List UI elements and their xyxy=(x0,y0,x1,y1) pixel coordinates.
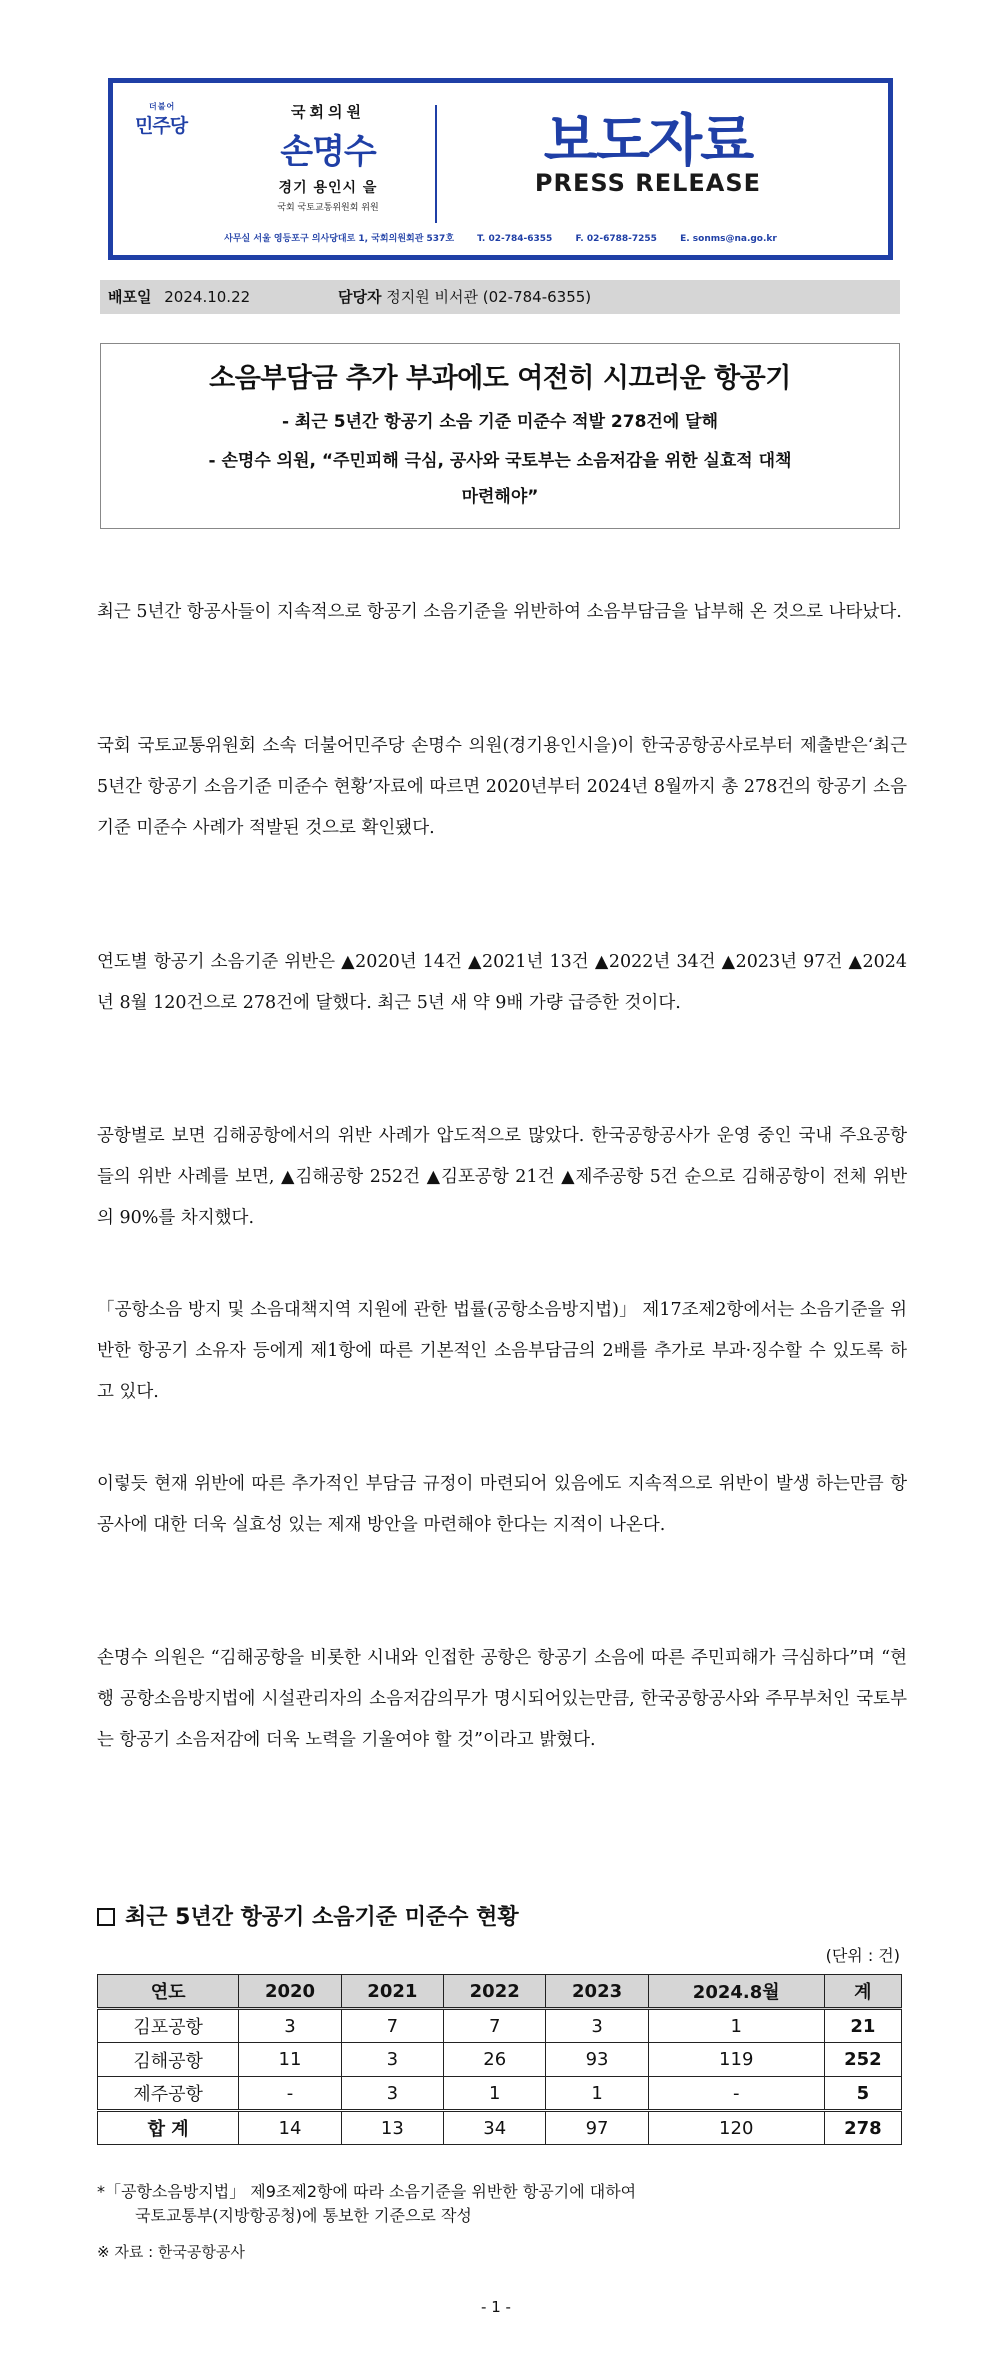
table-cell: 119 xyxy=(648,2043,824,2077)
table-cell: 1 xyxy=(444,2077,546,2111)
table-header-cell: 계 xyxy=(824,1975,901,2009)
table-row xyxy=(98,2043,902,2077)
press-banner xyxy=(108,78,893,260)
table-cell: 7 xyxy=(444,2009,546,2043)
press-release-title-kr: 보도자료 xyxy=(543,109,753,174)
table-row xyxy=(98,2077,902,2111)
table-cell: 93 xyxy=(546,2043,648,2077)
banner-divider xyxy=(435,105,437,223)
table-cell: 1 xyxy=(546,2077,648,2111)
table-cell: 13 xyxy=(341,2111,443,2145)
table-unit: (단위 : 건) xyxy=(825,1946,900,1965)
headline-box xyxy=(100,343,900,529)
date-label: 배포일 xyxy=(108,288,152,306)
violations-table xyxy=(97,1974,902,2145)
body-paragraph-5: 「공항소음 방지 및 소음대책지역 지원에 관한 법률(공항소음방지법)」 제17조제2항에서는 소음기준을 위반한 항공기 소유자 등에게 제1항에 따른 기본적인 소음부담금의 2배를 추가로 부과·징수할 수 있도록 하고 있다. xyxy=(97,1300,907,1402)
body-paragraph-3: 연도별 항공기 소음기준 위반은 ▲2020년 14건 ▲2021년 13건 ▲2022년 34건 ▲2023년 97건 ▲2024년 8월 120건으로 278건에 달했다. 최근 5년 새 약 9배 가량 급증한 것이다. xyxy=(97,952,907,1013)
table-cell: 7 xyxy=(341,2009,443,2043)
table-footnote-2: 국토교통부(지방항공청)에 통보한 기준으로 작성 xyxy=(135,2206,472,2225)
checkbox-square-icon xyxy=(97,1908,115,1926)
table-cell: 김포공항 xyxy=(98,2009,239,2043)
contact-label: 담당자 xyxy=(338,288,382,306)
office-fax: F. 02-6788-7255 xyxy=(575,234,657,244)
contact-footer xyxy=(113,231,888,244)
table-header-cell: 2024.8월 xyxy=(648,1975,824,2009)
table-title xyxy=(97,1900,519,1931)
rep-committee: 국회 국토교통위원회 위원 xyxy=(277,203,379,213)
table-cell: 278 xyxy=(824,2111,901,2145)
table-cell: 3 xyxy=(341,2077,443,2111)
table-cell: 11 xyxy=(239,2043,341,2077)
table-header-cell: 2021 xyxy=(341,1975,443,2009)
release-info-bar xyxy=(100,280,900,314)
table-cell: 5 xyxy=(824,2077,901,2111)
table-row xyxy=(98,2009,902,2043)
party-logo-small: 더불어 xyxy=(149,102,176,111)
office-tel: T. 02-784-6355 xyxy=(477,234,553,244)
table-cell: 1 xyxy=(648,2009,824,2043)
table-header-cell: 2020 xyxy=(239,1975,341,2009)
headline-sub-2: - 손명수 의원, “주민피해 극심, 공사와 국토부는 소음저감을 위한 실효적 대책 xyxy=(208,451,792,471)
table-header-cell: 2023 xyxy=(546,1975,648,2009)
table-cell: 21 xyxy=(824,2009,901,2043)
headline-sub-1: - 최근 5년간 항공기 소음 기준 미준수 적발 278건에 달해 xyxy=(281,412,719,432)
table-cell: - xyxy=(239,2077,341,2111)
body-paragraph-4: 공항별로 보면 김해공항에서의 위반 사례가 압도적으로 많았다. 한국공항공사가 운영 중인 국내 주요공항들의 위반 사례를 보면, ▲김해공항 252건 ▲김포공항 21건 ▲제주공항 5건 순으로 김해공항이 전체 위반의 90%를 차지했다. xyxy=(97,1126,907,1228)
rep-district: 경기 용인시 을 xyxy=(278,180,378,196)
party-logo-name: 민주당 xyxy=(135,115,188,137)
office-address: 사무실 서울 영등포구 의사당대로 1, 국회의원회관 537호 xyxy=(224,234,455,244)
table-cell: 3 xyxy=(239,2009,341,2043)
table-cell: 97 xyxy=(546,2111,648,2145)
rep-title: 국회의원 xyxy=(291,103,365,121)
party-logo xyxy=(135,101,191,141)
table-title-text: 최근 5년간 항공기 소음기준 미준수 현황 xyxy=(125,1905,519,1930)
rep-name: 손명수 xyxy=(280,132,376,172)
table-cell: - xyxy=(648,2077,824,2111)
table-cell: 제주공항 xyxy=(98,2077,239,2111)
table-header-row xyxy=(98,1975,902,2009)
body-paragraph-2: 국회 국토교통위원회 소속 더불어민주당 손명수 의원(경기용인시을)이 한국공항공사로부터 제출받은‘최근 5년간 항공기 소음기준 미준수 현황’자료에 따르면 2020년부터 2024년 8월까지 총 278건의 항공기 소음기준 미준수 사례가 적발된 것으로 확인됐다. xyxy=(97,736,907,838)
table-header-cell: 연도 xyxy=(98,1975,239,2009)
representative-block xyxy=(253,101,403,213)
contact-detail: 정지원 비서관 (02-784-6355) xyxy=(386,288,592,306)
page-number: - 1 - xyxy=(481,2298,511,2316)
table-cell: 3 xyxy=(341,2043,443,2077)
release-date: 2024.10.22 xyxy=(164,288,251,306)
table-total-row xyxy=(98,2111,902,2145)
table-cell: 252 xyxy=(824,2043,901,2077)
press-release-title-en: PRESS RELEASE xyxy=(534,169,762,197)
body-paragraph-6: 이렇듯 현재 위반에 따른 추가적인 부담금 규정이 마련되어 있음에도 지속적으로 위반이 발생 하는만큼 항공사에 대한 더욱 실효성 있는 제재 방안을 마련해야 한다는 지적이 나온다. xyxy=(97,1474,907,1535)
headline-title: 소음부담금 추가 부과에도 여전히 시끄러운 항공기 xyxy=(209,363,791,394)
table-cell: 34 xyxy=(444,2111,546,2145)
table-cell: 120 xyxy=(648,2111,824,2145)
table-footnote-1: *「공항소음방지법」 제9조제2항에 따라 소음기준을 위반한 항공기에 대하여 xyxy=(97,2182,637,2201)
table-cell: 26 xyxy=(444,2043,546,2077)
table-cell: 합 계 xyxy=(98,2111,239,2145)
body-paragraph-7: 손명수 의원은 “김해공항을 비롯한 시내와 인접한 공항은 항공기 소음에 따른 주민피해가 극심하다”며 “현행 공항소음방지법에 시설관리자의 소음저감의무가 명시되어있는만큼, 한국공항공사와 주무부처인 국토부는 항공기 소음저감에 더욱 노력을 기울여야 할 것”이라고 밝혔다. xyxy=(97,1648,907,1750)
table-cell: 김해공항 xyxy=(98,2043,239,2077)
contact-info xyxy=(338,280,591,314)
table-cell: 3 xyxy=(546,2009,648,2043)
body-paragraph-1: 최근 5년간 항공사들이 지속적으로 항공기 소음기준을 위반하여 소음부담금을 납부해 온 것으로 나타났다. xyxy=(97,602,902,622)
office-email: E. sonms@na.go.kr xyxy=(680,234,777,244)
table-header-cell: 2022 xyxy=(444,1975,546,2009)
table-cell: 14 xyxy=(239,2111,341,2145)
data-source-note: ※ 자료 : 한국공항공사 xyxy=(97,2243,245,2261)
headline-sub-3: 마련해야” xyxy=(461,487,539,507)
